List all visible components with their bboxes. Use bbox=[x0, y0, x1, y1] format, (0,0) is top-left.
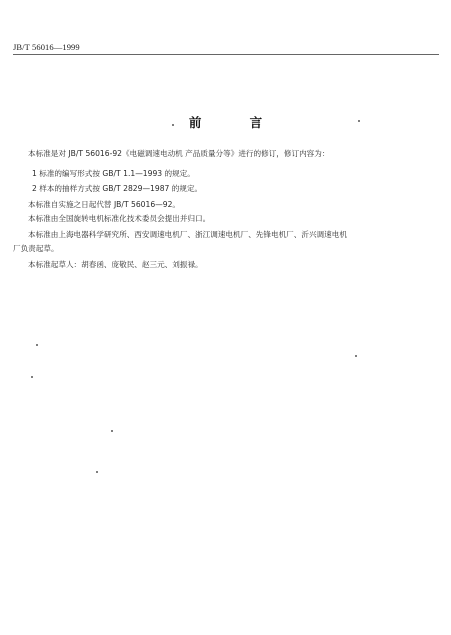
scan-speck bbox=[36, 344, 38, 346]
body-paragraph-5: 本标准起草人：胡春函、庞敬民、赵三元、刘振禄。 bbox=[28, 260, 203, 269]
body-paragraph-3: 本标准由全国旋转电机标准化技术委员会提出并归口。 bbox=[28, 214, 211, 223]
body-item-1: 1 标准的编写形式按 GB/T 1.1—1993 的规定。 bbox=[32, 169, 195, 178]
scan-speck bbox=[111, 430, 113, 432]
scan-speck bbox=[31, 376, 33, 378]
body-paragraph-4-line-2: 厂负责起草。 bbox=[13, 244, 59, 253]
scan-speck bbox=[358, 120, 360, 122]
body-paragraph-4-line-1: 本标准由上海电器科学研究所、西安调速电机厂、浙江调速电机厂、先锋电机厂、沂兴调速电机 bbox=[28, 230, 347, 239]
body-item-2: 2 样本的抽样方式按 GB/T 2829—1987 的规定。 bbox=[32, 184, 203, 193]
header-rule bbox=[13, 54, 439, 55]
scan-speck bbox=[355, 355, 357, 357]
body-paragraph-1: 本标准是对 JB/T 56016-92《电磁调速电动机 产品质量分等》进行的修订，修订内容为： bbox=[28, 149, 330, 158]
body-paragraph-2: 本标准自实施之日起代替 JB/T 56016—92。 bbox=[28, 200, 181, 209]
page-title: 前 言 bbox=[188, 115, 285, 130]
scan-speck bbox=[172, 124, 174, 126]
scan-speck bbox=[96, 471, 98, 473]
standard-code: JB/T 56016—1999 bbox=[13, 42, 80, 52]
